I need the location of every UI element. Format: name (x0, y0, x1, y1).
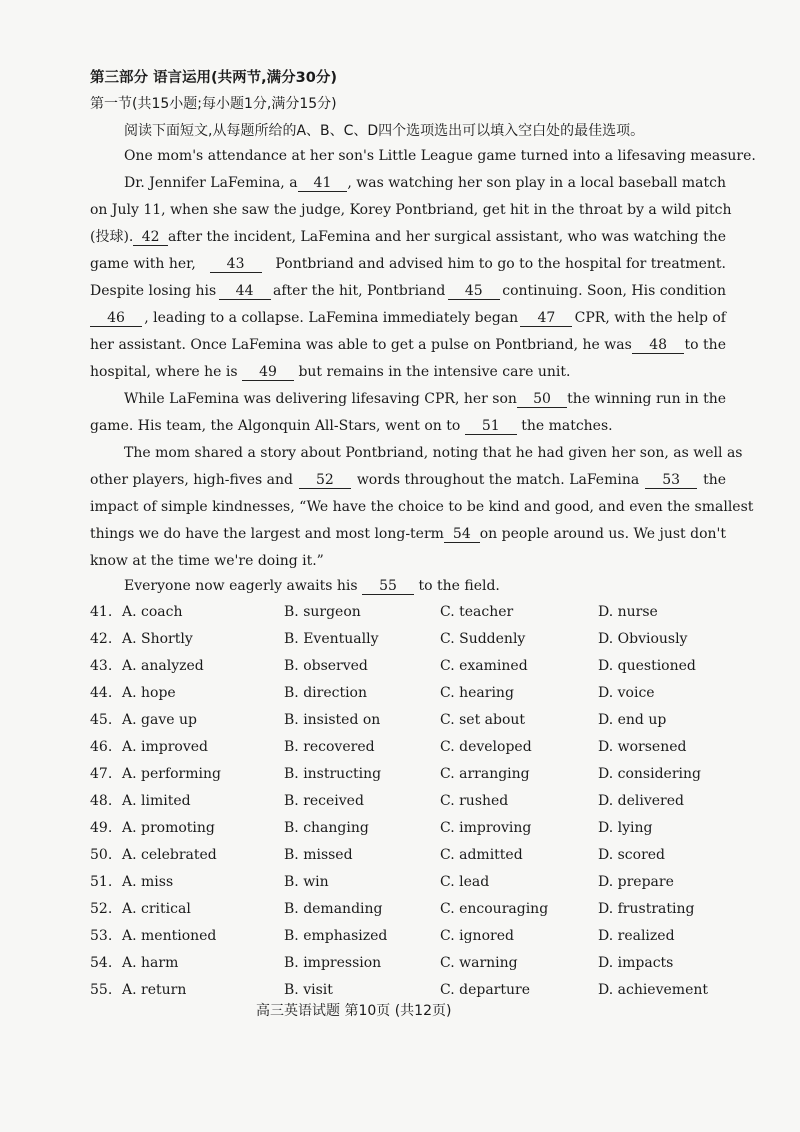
blank-44: 44 (219, 283, 271, 300)
option-a: A. analyzed (122, 658, 204, 674)
option-b: B. demanding (284, 901, 383, 917)
option-row: 47. A. performing B. instructing C. arranging D. considering (90, 766, 701, 782)
instruction: 阅读下面短文,从每题所给的A、B、C、D四个选项选出可以填入空白处的最佳选项。 (124, 123, 645, 139)
option-a: A. Shortly (122, 631, 193, 647)
passage-line: Everyone now eagerly awaits his 55 to the field. (124, 578, 500, 594)
option-b: B. changing (284, 820, 369, 836)
option-d: D. questioned (598, 658, 696, 674)
option-c: C. warning (440, 955, 518, 971)
option-b: B. observed (284, 658, 368, 674)
blank-47: 47 (520, 310, 572, 327)
option-d: D. considering (598, 766, 701, 782)
blank-42: 42 (133, 229, 168, 246)
option-b: B. visit (284, 982, 333, 998)
option-row: 49. A. promoting B. changing C. improving D. lying (90, 820, 653, 836)
option-a: A. harm (122, 955, 179, 971)
option-b: B. surgeon (284, 604, 361, 620)
passage-line: know at the time we're doing it.” (90, 553, 324, 569)
option-a: A. coach (122, 604, 183, 620)
option-b: B. missed (284, 847, 353, 863)
option-row: 42. A. Shortly B. Eventually C. Suddenly D. Obviously (90, 631, 688, 647)
option-c: C. hearing (440, 685, 514, 701)
option-d: D. frustrating (598, 901, 695, 917)
passage-line: While LaFemina was delivering lifesaving CPR, her son 50 the winning run in the (124, 391, 726, 407)
passage-line: other players, high-fives and 52 words throughout the match. LaFemina 53 the (90, 472, 726, 488)
option-a: A. critical (122, 901, 191, 917)
blank-54: 54 (444, 526, 480, 543)
option-d: D. scored (598, 847, 666, 863)
option-d: D. end up (598, 712, 667, 728)
option-row: 46. A. improved B. recovered C. developed D. worsened (90, 739, 687, 755)
option-row: 53. A. mentioned B. emphasized C. ignored D. realized (90, 928, 675, 944)
option-c: C. encouraging (440, 901, 549, 917)
blank-49: 49 (242, 364, 294, 381)
part-title: 第三部分 语言运用(共两节,满分30分) (90, 70, 337, 86)
option-d: D. worsened (598, 739, 687, 755)
option-c: C. rushed (440, 793, 509, 809)
option-d: D. nurse (598, 604, 658, 620)
option-row: 41. A. coach B. surgeon C. teacher D. nurse (90, 604, 658, 620)
section-title: 第一节(共15小题;每小题1分,满分15分) (90, 96, 337, 112)
option-b: B. emphasized (284, 928, 388, 944)
option-b: B. insisted on (284, 712, 381, 728)
passage-line: The mom shared a story about Pontbriand, noting that he had given her son, as well as (124, 445, 743, 461)
option-c: C. Suddenly (440, 631, 526, 647)
option-b: B. Eventually (284, 631, 379, 647)
option-a: A. performing (122, 766, 221, 782)
option-d: D. voice (598, 685, 655, 701)
blank-45: 45 (448, 283, 500, 300)
option-a: A. improved (122, 739, 209, 755)
option-row: 52. A. critical B. demanding C. encouraging D. frustrating (90, 901, 695, 917)
option-d: D. Obviously (598, 631, 688, 647)
option-c: C. admitted (440, 847, 523, 863)
option-a: A. hope (122, 685, 176, 701)
option-d: D. prepare (598, 874, 674, 890)
passage-line: her assistant. Once LaFemina was able to get a pulse on Pontbriand, he was 48 to the (90, 337, 726, 353)
option-c: C. departure (440, 982, 530, 998)
blank-48: 48 (632, 337, 684, 354)
option-row: 55. A. return B. visit C. departure D. achievement (90, 982, 708, 998)
passage-line: (投球). 42 after the incident, LaFemina and her surgical assistant, who was watching the (90, 229, 726, 245)
option-b: B. recovered (284, 739, 375, 755)
blank-53: 53 (645, 472, 697, 489)
blank-52: 52 (299, 472, 351, 489)
blank-46: 46 (90, 310, 142, 327)
option-row: 50. A. celebrated B. missed C. admitted D. scored (90, 847, 666, 863)
option-a: A. gave up (122, 712, 197, 728)
option-d: D. lying (598, 820, 653, 836)
option-a: A. limited (122, 793, 191, 809)
option-row: 48. A. limited B. received C. rushed D. delivered (90, 793, 684, 809)
option-c: C. teacher (440, 604, 514, 620)
option-row: 43. A. analyzed B. observed C. examined D. questioned (90, 658, 696, 674)
option-c: C. developed (440, 739, 532, 755)
option-row: 44. A. hope B. direction C. hearing D. voice (90, 685, 655, 701)
blank-51: 51 (465, 418, 517, 435)
option-b: B. direction (284, 685, 367, 701)
option-b: B. received (284, 793, 364, 809)
option-d: D. impacts (598, 955, 674, 971)
option-a: A. return (122, 982, 187, 998)
option-c: C. ignored (440, 928, 514, 944)
option-row: 45. A. gave up B. insisted on C. set about D. end up (90, 712, 667, 728)
option-b: B. instructing (284, 766, 382, 782)
passage-line: 46 , leading to a collapse. LaFemina immediately began 47 CPR, with the help of (90, 310, 726, 327)
option-row: 51. A. miss B. win C. lead D. prepare (90, 874, 674, 890)
passage-line: things we do have the largest and most long-term 54 on people around us. We just don't (90, 526, 726, 542)
passage-line: Despite losing his 44 after the hit, Pontbriand 45 continuing. Soon, His condition (90, 283, 726, 299)
option-a: A. miss (122, 874, 174, 890)
passage-line: One mom's attendance at her son's Little League game turned into a lifesaving measure. (124, 148, 756, 164)
option-a: A. celebrated (122, 847, 217, 863)
blank-55: 55 (362, 578, 414, 595)
option-b: B. impression (284, 955, 382, 971)
blank-41: 41 (298, 175, 348, 192)
option-d: D. achievement (598, 982, 708, 998)
option-c: C. examined (440, 658, 528, 674)
passage-line: game. His team, the Algonquin All-Stars, went on to 51 the matches. (90, 418, 613, 434)
page-footer: 高三英语试题 第10页 (共12页) (256, 1003, 452, 1019)
passage-line: impact of simple kindnesses, “We have the choice to be kind and good, and even the smallest (90, 499, 754, 515)
option-c: C. lead (440, 874, 490, 890)
option-b: B. win (284, 874, 329, 890)
option-row: 54. A. harm B. impression C. warning D. impacts (90, 955, 674, 971)
passage-line: Dr. Jennifer LaFemina, a 41 , was watching her son play in a local baseball match (124, 175, 726, 191)
option-c: C. arranging (440, 766, 530, 782)
blank-43: 43 (210, 256, 262, 273)
option-d: D. realized (598, 928, 675, 944)
option-c: C. improving (440, 820, 532, 836)
blank-50: 50 (517, 391, 567, 408)
passage-line: on July 11, when she saw the judge, Korey Pontbriand, get hit in the throat by a wild pitch (90, 202, 732, 218)
option-d: D. delivered (598, 793, 684, 809)
option-c: C. set about (440, 712, 526, 728)
passage-line: hospital, where he is 49 but remains in the intensive care unit. (90, 364, 571, 380)
option-a: A. mentioned (122, 928, 217, 944)
option-a: A. promoting (122, 820, 215, 836)
passage-line: game with her, 43 Pontbriand and advised him to go to the hospital for treatment. (90, 256, 726, 272)
